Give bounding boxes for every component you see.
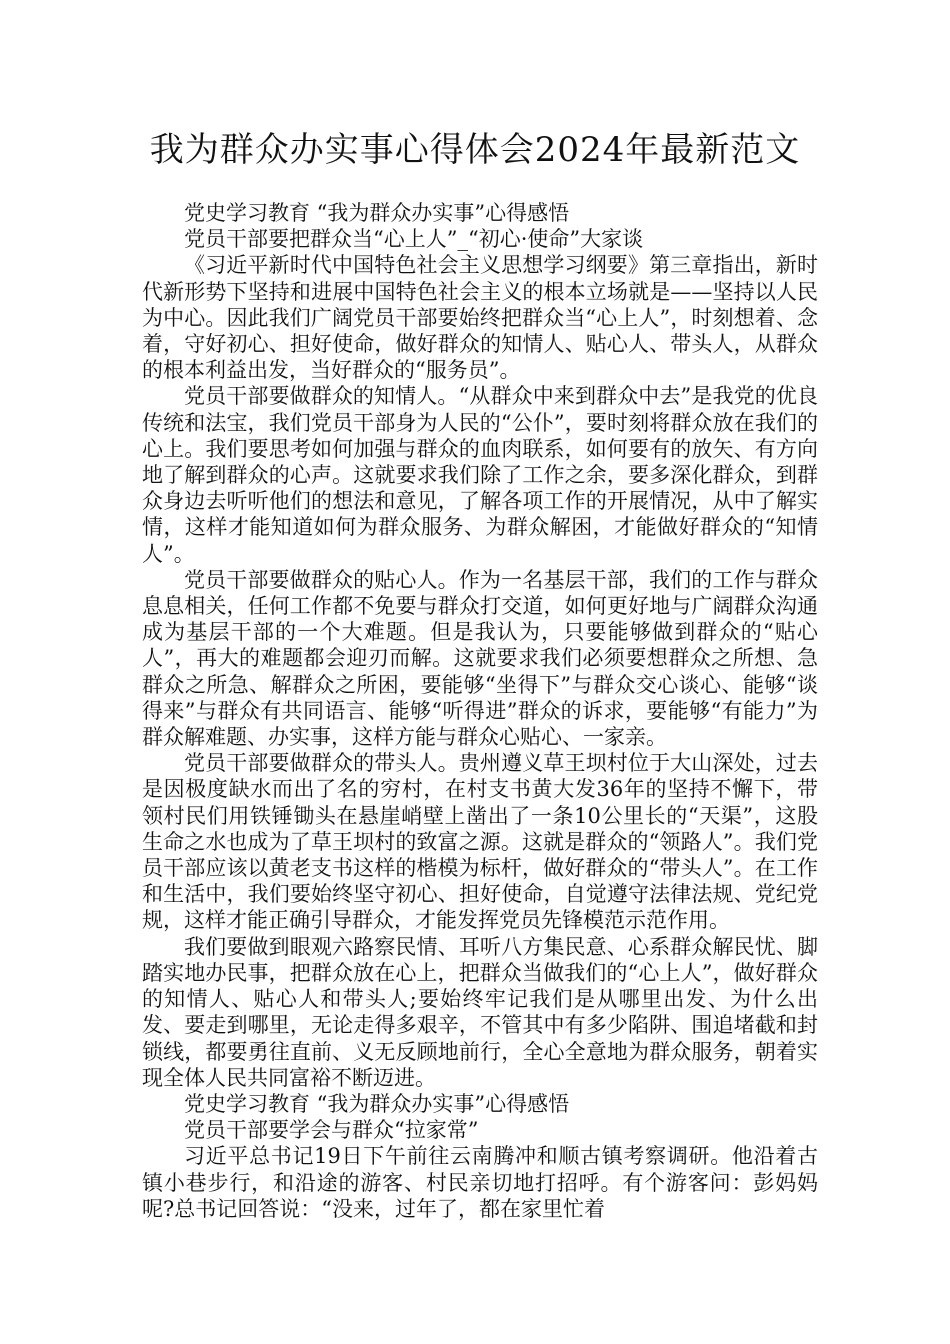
paragraph: 党史学习教育 “我为群众办实事”心得感悟 (184, 1091, 570, 1116)
paragraph: 党员干部要学会与群众“拉家常” (184, 1118, 479, 1143)
document-title: 我为群众办实事心得体会2024年最新范文 (149, 130, 801, 170)
document-body (142, 200, 818, 1222)
paragraph: 习近平总书记19日下午前往云南腾冲和顺古镇考察调研。他沿着古镇小巷步行，和沿途的游客、村民亲切地打招呼。有个游客问：彭妈妈呢?总书记回答说：“没来，过年了，都在家里忙着 (142, 1144, 818, 1221)
paragraph: 党史学习教育 “我为群众办实事”心得感悟 (184, 201, 570, 225)
paragraph: 党员干部要把群众当“心上人”_“初心·使命”大家谈 (184, 227, 644, 252)
paragraph: 我们要做到眼观六路察民情、耳听八方集民意、心系群众解民忧、脚踏实地办民事，把群众放在心上，把群众当做我们的“心上人”，做好群众的知情人、贴心人和带头人;要始终牢记我们是从哪里出发、为什么出发、要走到哪里，无论走得多艰辛，不管其中有多少陷阱、围追堵截和封锁线，都要勇往直前、义无反顾地前行，全心全意地为群众服务，朝着实现全体人民共同富裕不断迈进。 (142, 934, 818, 1090)
paragraph: 党员干部要做群众的带头人。贵州遵义草王坝村位于大山深处，过去是因极度缺水而出了名的穷村，在村支书黄大发36年的坚持不懈下，带领村民们用铁锤锄头在悬崖峭壁上凿出了一条10公里长的“天渠”，这股生命之水也成为了草王坝村的致富之源。这就是群众的“领路人”。我们党员干部应该以黄老支书这样的楷模为标杆，做好群众的“带头人”。在工作和生活中，我们要始终坚守初心、担好使命，自觉遵守法律法规、党纪党规，这样才能正确引导群众，才能发挥党员先锋模范示范作用。 (142, 751, 818, 933)
paragraph: 党员干部要做群众的贴心人。作为一名基层干部，我们的工作与群众息息相关，任何工作都不免要与群众打交道，如何更好地与广阔群众沟通成为基层干部的一个大难题。但是我认为，只要能够做到群众的“贴心人”，再大的难题都会迎刃而解。这就要求我们必须要想群众之所想、急群众之所急、解群众之所困，要能够“坐得下”与群众交心谈心、能够“谈得来”与群众有共同语言、能够“听得进”群众的诉求，要能够“有能力”为群众解难题、办实事，这样方能与群众心贴心、一家亲。 (142, 567, 818, 750)
paragraph: 《习近平新时代中国特色社会主义思想学习纲要》第三章指出，新时代新形势下坚持和进展中国特色社会主义的根本立场就是——坚持以人民为中心。因此我们广阔党员干部要始终把群众当“心上人”，时刻想着、念着，守好初心、担好使命，做好群众的知情人、贴心人、带头人，从群众的根本利益出发，当好群众的“服务员”。 (142, 253, 818, 383)
paragraph: 党员干部要做群众的知情人。“从群众中来到群众中去”是我党的优良传统和法宝，我们党员干部身为人民的“公仆”，要时刻将群众放在我们的心上。我们要思考如何加强与群众的血肉联系，如何要有的放矢、有方向地了解到群众的心声。这就要求我们除了工作之余，要多深化群众，到群众身边去听听他们的想法和意见，了解各项工作的开展情况，从中了解实情，这样才能知道如何为群众服务、为群众解困，才能做好群众的“知情人”。 (142, 384, 818, 566)
